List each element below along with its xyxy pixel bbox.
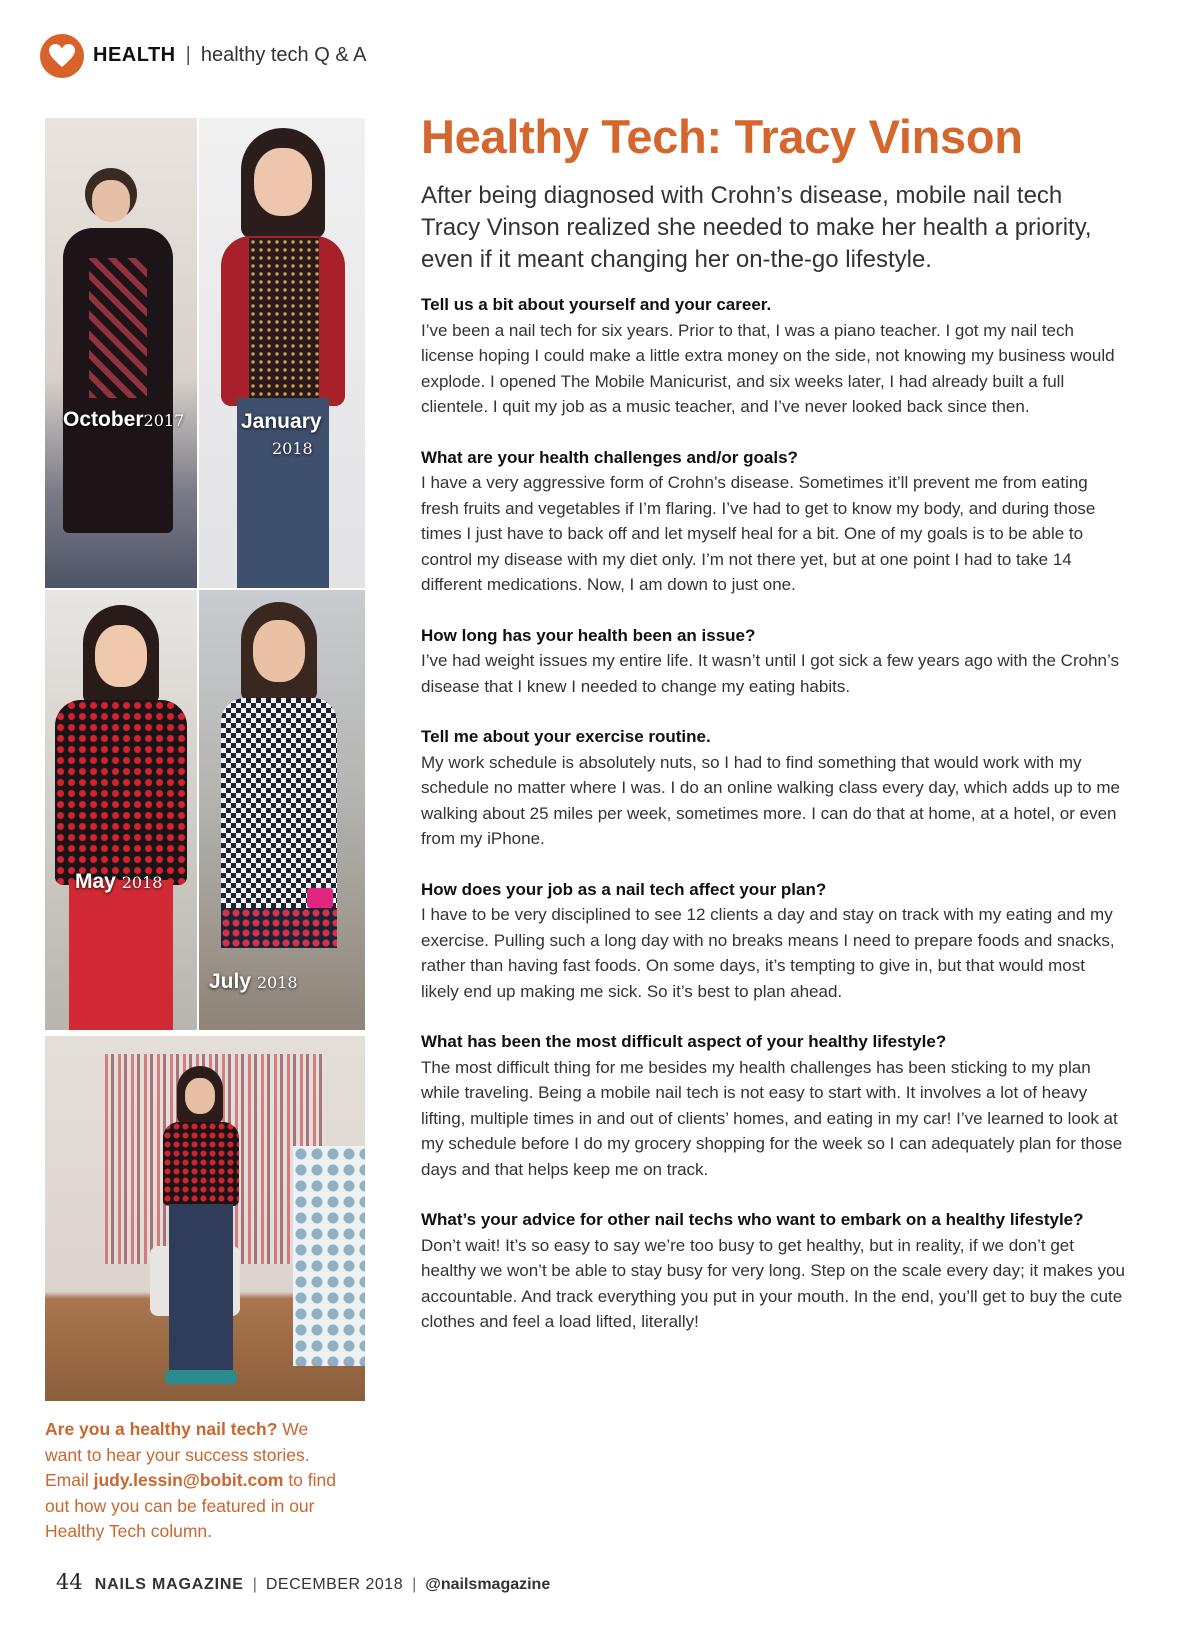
- answer: My work schedule is absolutely nuts, so I had to find something that would work with my schedule no matter where I was. I do an online walking class every day, which adds up to me walking about 25 miles per week, sometimes more. I can do that at home, at a hotel, or even from my iPhone.: [421, 752, 1120, 848]
- photo-salon: [45, 1036, 365, 1401]
- photo-may: [45, 590, 197, 1030]
- qa-item: [421, 1207, 1126, 1335]
- qa-item: [421, 292, 1126, 420]
- question: What has been the most difficult aspect of your healthy lifestyle?: [421, 1032, 947, 1051]
- callout-email-link[interactable]: judy.lessin@bobit.com: [93, 1470, 284, 1490]
- photo-october: [45, 118, 197, 588]
- sidebar-callout: [45, 1417, 345, 1545]
- answer: I have to be very disciplined to see 12 clients a day and stay on track with my eating and my exercise. Pulling such a long day with no breaks means I need to prepare foods and snacks, rather than having fast foods. On some days, it’s tempting to give in, but that would most likely end up making me sick. So it’s best to plan ahead.: [421, 905, 1115, 1001]
- answer: I have a very aggressive form of Crohn’s disease. Sometimes it’ll prevent me from eating fresh fruits and vegetables if I’m flaring. I’ve had to get to know my body, and during those times I just have to back off and let myself heal for a bit. One of my goals is to be able to control my disease with my diet only. I’m not there yet, but at one point I had to take 14 different medications. Now, I am down to just one.: [421, 473, 1096, 594]
- question: How long has your health been an issue?: [421, 625, 756, 645]
- question: What are your health challenges and/or goals?: [421, 447, 798, 467]
- answer: Don’t wait! It’s so easy to say we’re too busy to get healthy, but in reality, if we don’t get healthy we won’t be able to stay busy for very long. Step on the scale every day; it makes you accountable. And track everything you put in your mouth. In the end, you’ll get to buy the cute clothes and feel a load lifted, literally!: [421, 1235, 1125, 1331]
- magazine-name: NAILS MAGAZINE: [94, 1576, 244, 1593]
- qa-item: [421, 724, 1126, 852]
- footer-separator: |: [252, 1576, 257, 1593]
- photo-year-january: 2018: [272, 439, 313, 458]
- article: [421, 108, 1126, 1360]
- page-number: 44: [56, 1570, 83, 1594]
- article-title: Healthy Tech: Tracy Vinson: [421, 110, 1023, 163]
- qa-item: [421, 877, 1126, 1005]
- article-deck: After being diagnosed with Crohn’s disease, mobile nail tech Tracy Vinson realized she needed to make her health a priority, even if it meant changing her on-the-go lifestyle.: [421, 182, 1092, 273]
- header-separator: |: [185, 44, 191, 66]
- social-handle[interactable]: @nailsmagazine: [425, 1576, 551, 1593]
- question: What’s your advice for other nail techs who want to embark on a healthy lifestyle?: [421, 1210, 1084, 1229]
- section-header: [40, 33, 366, 78]
- page-footer: [56, 1570, 550, 1594]
- photo-label-july: July 2018: [209, 970, 298, 993]
- photo-july: [199, 590, 365, 1030]
- question: Tell us a bit about yourself and your career.: [421, 295, 772, 314]
- answer: I’ve been a nail tech for six years. Prior to that, I was a piano teacher. I got my nail tech license hoping I could make a little extra money on the side, not knowing my business would explode. I opened The Mobile Manicurist, and six weeks later, I had already built a full clientele. I quit my job as a music teacher, and I’ve never looked back since then.: [421, 320, 1115, 416]
- answer: The most difficult thing for me besides my health challenges has been sticking to my plan while traveling. Being a mobile nail tech is not easy to start with. It involves a lot of heavy lifting, multiple times in and out of clients’ homes, and eating in my car! I’ve learned to look at my schedule before I do my grocery shopping for the week so I can adequately plan for those days and that helps keep me on track.: [421, 1057, 1123, 1179]
- callout-lead: Are you a healthy nail tech?: [45, 1419, 278, 1439]
- heart-badge: [40, 34, 84, 78]
- photo-label-october: October2017: [63, 408, 185, 431]
- photo-label-may: May 2018: [75, 870, 163, 893]
- qa-list: [421, 292, 1126, 1335]
- section-topic: healthy tech Q & A: [200, 44, 367, 66]
- photo-january: [199, 118, 365, 588]
- qa-item: [421, 623, 1126, 700]
- question: Tell me about your exercise routine.: [421, 727, 711, 746]
- qa-item: [421, 1029, 1126, 1182]
- callout-text-1: We want to hear your success stories. Email: [45, 1419, 310, 1490]
- question: How does your job as a nail tech affect your plan?: [421, 879, 827, 899]
- photo-label-january: January: [241, 410, 322, 433]
- answer: I’ve had weight issues my entire life. It wasn’t until I got sick a few years ago with the Crohn’s disease that I knew I needed to change my eating habits.: [421, 651, 1119, 696]
- qa-item: [421, 445, 1126, 598]
- callout-text-2: to find out how you can be featured in our Healthy Tech column.: [45, 1470, 336, 1541]
- footer-separator: |: [412, 1576, 417, 1593]
- section-name: HEALTH: [93, 44, 176, 66]
- heart-icon: [48, 43, 76, 69]
- issue-date: DECEMBER 2018: [265, 1576, 404, 1593]
